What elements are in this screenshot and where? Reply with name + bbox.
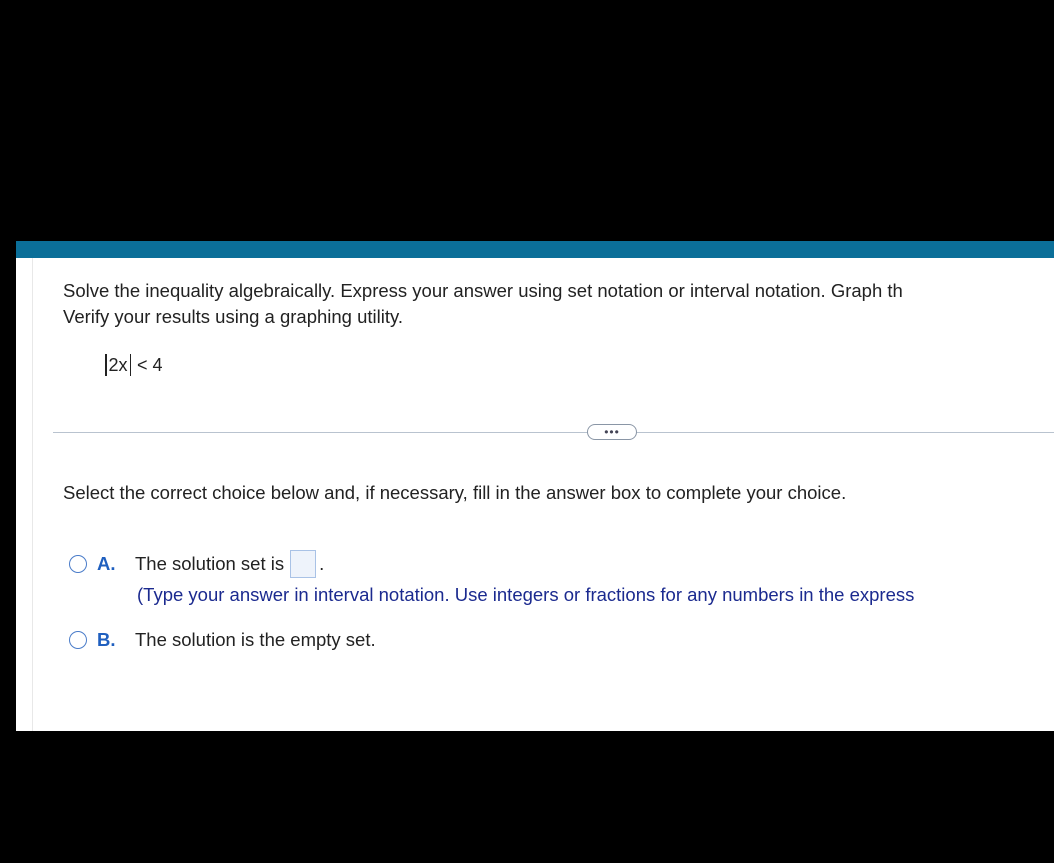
inequality-expression [103,354,163,376]
choice-a-suffix: . [319,553,325,574]
absolute-value-bar-left [105,354,107,376]
header-bar [16,241,1054,258]
choice-a-letter: A. [97,553,116,574]
section-divider [53,432,1054,433]
inequality-inner: 2x [108,354,128,375]
question-panel [16,258,1054,731]
choice-b[interactable] [69,629,376,651]
absolute-value-bar-right [130,354,132,376]
choice-a-hint: (Type your answer in interval notation. Use integers or fractions for any numbers in the express [137,584,915,605]
answer-prompt: Select the correct choice below and, if necessary, fill in the answer box to complete your choice. [63,482,847,503]
choice-b-letter: B. [97,629,116,650]
answer-input-box[interactable] [290,550,316,578]
choice-b-text: The solution is the empty set. [135,629,376,650]
instruction-line-2: Verify your results using a graphing utility. [63,306,404,327]
more-options-button[interactable] [587,424,637,440]
radio-choice-b[interactable] [69,631,87,649]
inequality-rest: < 4 [137,354,163,375]
choice-a-text: The solution set is [135,553,285,574]
instruction-line-1: Solve the inequality algebraically. Express your answer using set notation or interval notation. Graph th [63,280,903,301]
panel-left-border [32,258,33,731]
choice-a[interactable] [69,550,324,578]
radio-choice-a[interactable] [69,555,87,573]
ellipsis-icon: ••• [604,425,620,439]
question-instruction [63,278,1054,330]
